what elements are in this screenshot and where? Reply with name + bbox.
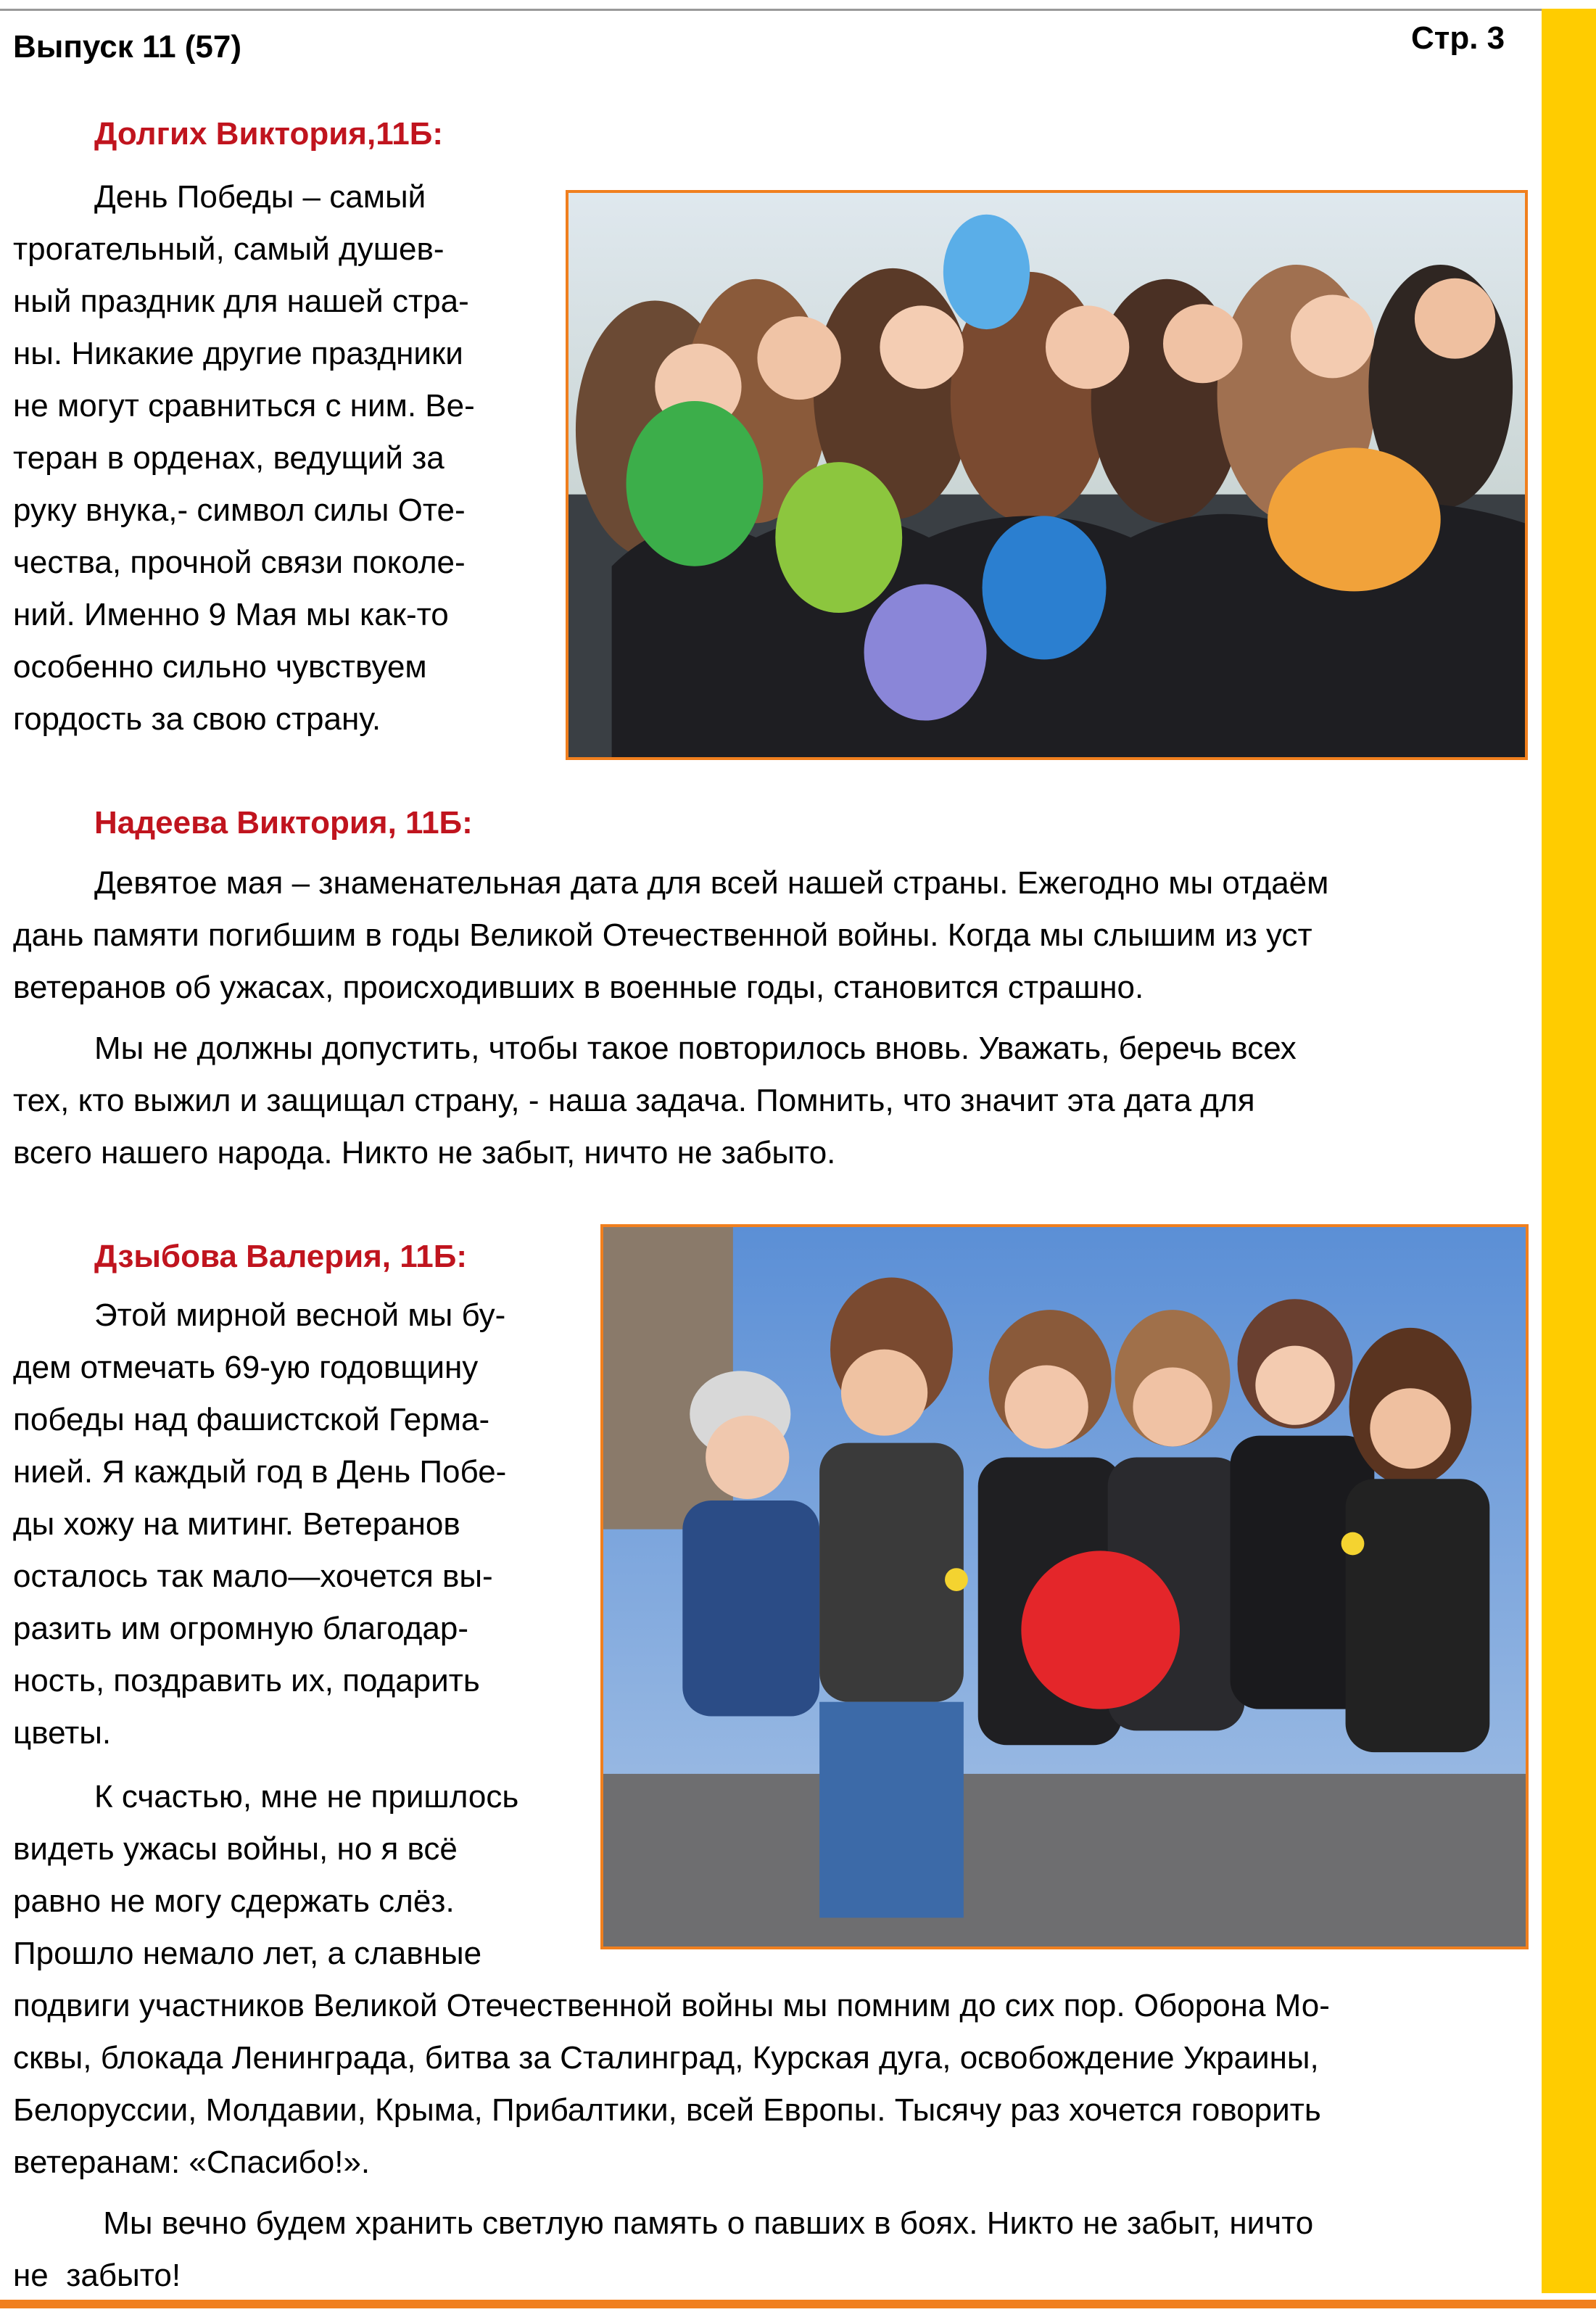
- text-line: тех, кто выжил и защищал страну, - наша задача. Помнить, что значит эта дата для: [13, 1083, 1255, 1118]
- article3-paragraph-1: [13, 1289, 586, 1759]
- page-number: Стр. 3: [1411, 20, 1505, 56]
- text-line: К счастью, мне не пришлось: [94, 1779, 519, 1815]
- text-line: Прошло немало лет, а славные: [13, 1936, 482, 1971]
- text-line: Белоруссии, Молдавии, Крыма, Прибалтики, всей Европы. Тысячу раз хочется говорить: [13, 2092, 1321, 2128]
- article3-paragraph-3: [13, 2197, 1516, 2302]
- text-line: победы над фашистской Герма-: [13, 1402, 490, 1437]
- text-line: чества, прочной связи поколе-: [13, 545, 466, 580]
- photo-balloons-illustration: [568, 193, 1525, 757]
- article2-paragraph-1: [13, 857, 1516, 1014]
- article3-paragraph-2-continued: [13, 1980, 1516, 2189]
- text-line: цветы.: [13, 1715, 112, 1751]
- text-line: День Победы – самый: [94, 179, 426, 215]
- text-line: всего нашего народа. Никто не забыт, ничто не забыто.: [13, 1135, 836, 1171]
- side-accent-bar: [1542, 9, 1596, 2293]
- text-line: разить им огромную благодар-: [13, 1611, 469, 1646]
- photo-students-with-balloons: [566, 190, 1528, 760]
- text-line: Этой мирной весной мы бу-: [94, 1297, 506, 1333]
- text-line: осталось так мало—хочется вы-: [13, 1559, 493, 1594]
- text-line: видеть ужасы войны, но я всё: [13, 1831, 458, 1867]
- text-line: ны. Никакие другие праздники: [13, 336, 463, 371]
- text-line: Девятое мая – знаменательная дата для всей нашей страны. Ежегодно мы отдаём: [94, 865, 1329, 901]
- photo-rally-illustration: [603, 1227, 1526, 1947]
- top-rule: [0, 9, 1542, 11]
- text-line: сквы, блокада Ленинграда, битва за Сталинград, Курская дуга, освобождение Украины,: [13, 2040, 1319, 2076]
- text-line: ды хожу на митинг. Ветеранов: [13, 1506, 460, 1542]
- text-line: ний. Именно 9 Мая мы как-то: [13, 597, 449, 632]
- article3-paragraph-2-start: [13, 1771, 586, 1980]
- issue-number: Выпуск 11 (57): [13, 29, 242, 65]
- text-line: нией. Я каждый год в День Побе-: [13, 1454, 507, 1490]
- text-line: руку внука,- символ силы Оте-: [13, 492, 466, 528]
- text-line: ность, поздравить их, подарить: [13, 1663, 480, 1698]
- photo-girls-with-red-balloon: [600, 1224, 1529, 1949]
- text-line: дем отмечать 69-ую годовщину: [13, 1350, 479, 1385]
- text-line: гордость за свою страну.: [13, 701, 381, 737]
- text-line: дань памяти погибшим в годы Великой Отечественной войны. Когда мы слышим из уст: [13, 917, 1312, 953]
- article1-author: Долгих Виктория,11Б:: [94, 116, 443, 152]
- text-line: теран в орденах, ведущий за: [13, 440, 445, 476]
- text-line: подвиги участников Великой Отечественной войны мы помним до сих пор. Оборона Мо-: [13, 1988, 1330, 2023]
- article1-text: [13, 171, 544, 746]
- article2-author: Надеева Виктория, 11Б:: [94, 805, 473, 841]
- text-line: равно не могу сдержать слёз.: [13, 1883, 455, 1919]
- article2-paragraph-2: [13, 1023, 1516, 1179]
- text-line: не могут сравниться с ним. Ве-: [13, 388, 475, 424]
- text-line: ный праздник для нашей стра-: [13, 284, 469, 319]
- text-line: ветеранам: «Спасибо!».: [13, 2144, 371, 2180]
- text-line: особенно сильно чувствуем: [13, 649, 427, 685]
- text-line: ветеранов об ужасах, происходивших в военные годы, становится страшно.: [13, 970, 1144, 1005]
- article3-author: Дзыбова Валерия, 11Б:: [94, 1239, 468, 1274]
- text-line: Мы вечно будем хранить светлую память о павших в боях. Никто не забыт, ничто: [94, 2205, 1314, 2241]
- text-line: не забыто!: [13, 2258, 181, 2293]
- text-line: Мы не должны допустить, чтобы такое повторилось вновь. Уважать, беречь всех: [94, 1031, 1297, 1066]
- text-line: трогательный, самый душев-: [13, 231, 445, 267]
